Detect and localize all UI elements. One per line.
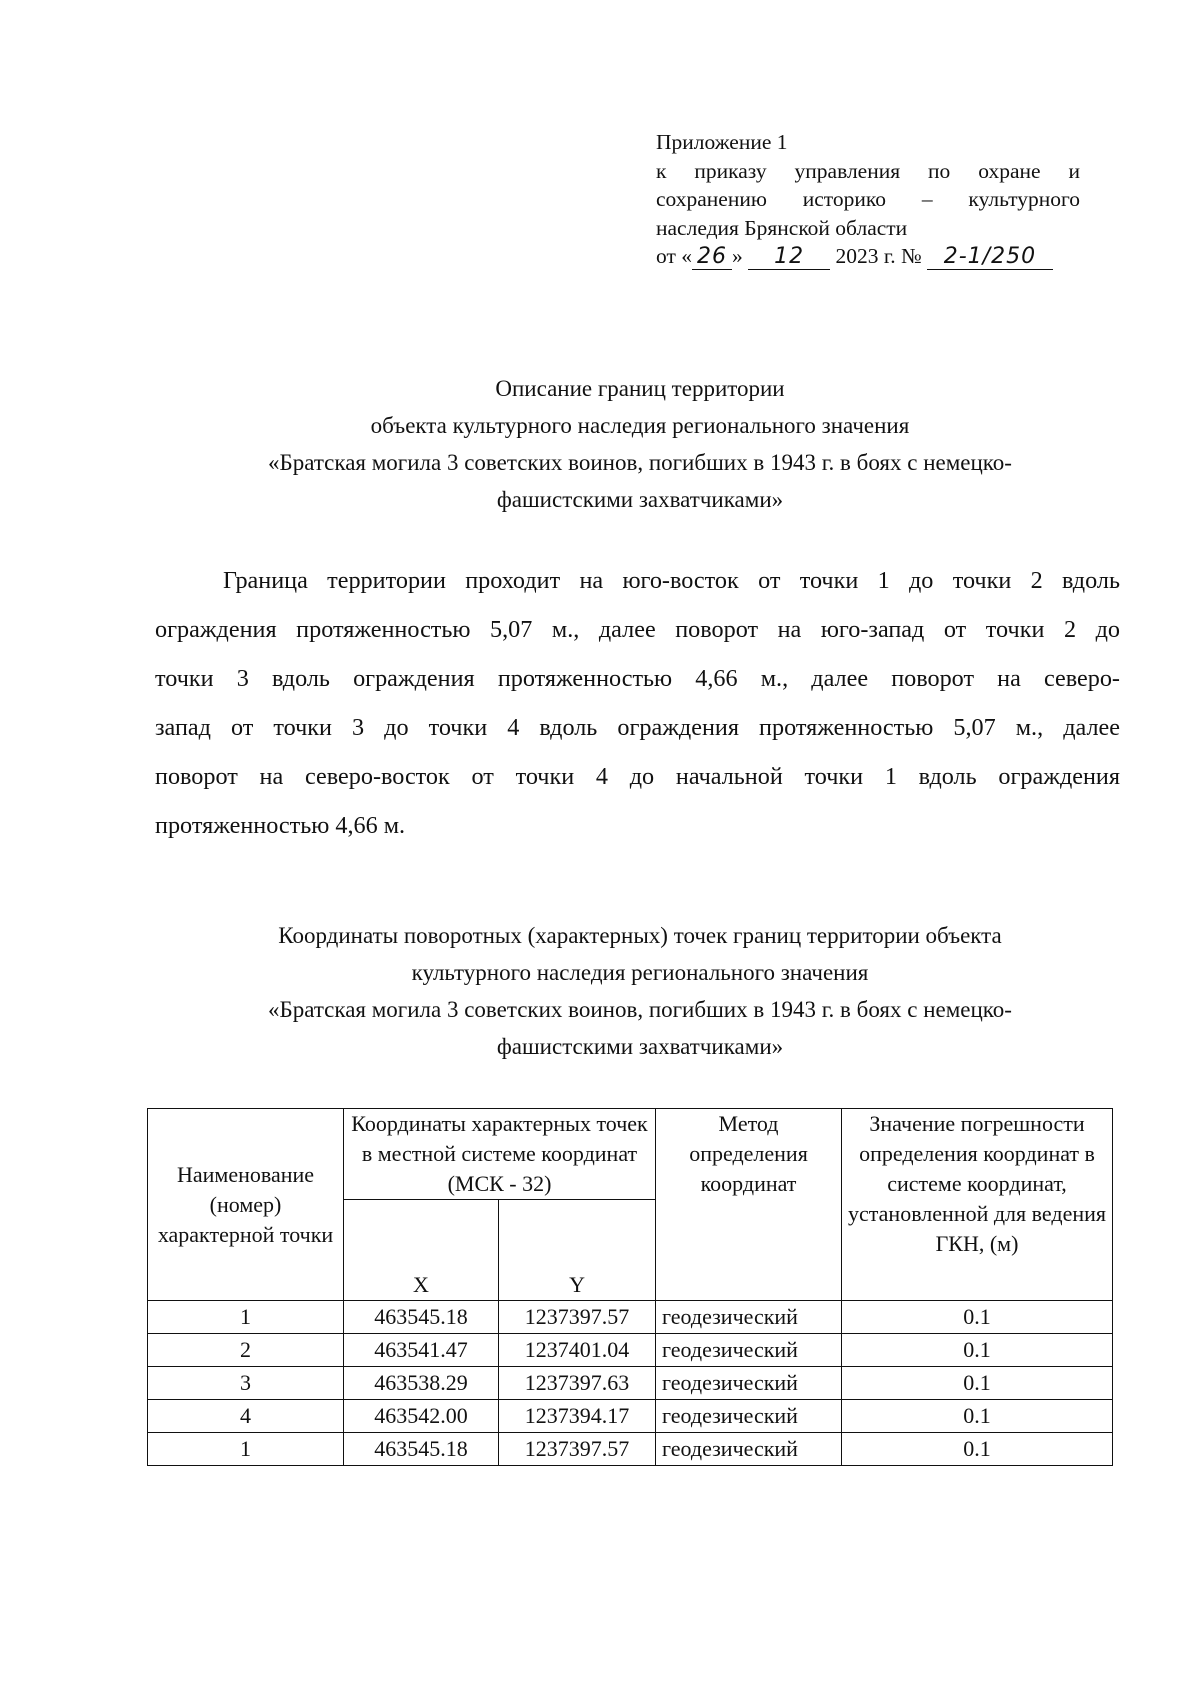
cell-point: 4	[148, 1400, 344, 1433]
cell-x: 463541.47	[344, 1334, 499, 1367]
cell-point: 3	[148, 1367, 344, 1400]
cell-y: 1237397.57	[499, 1433, 656, 1466]
cell-x: 463545.18	[344, 1433, 499, 1466]
cell-point: 2	[148, 1334, 344, 1367]
table-row	[148, 1433, 1113, 1466]
cell-method: геодезический	[656, 1367, 842, 1400]
cell-method: геодезический	[656, 1334, 842, 1367]
cell-error: 0.1	[842, 1301, 1113, 1334]
coordinates-title-line-1: Координаты поворотных (характерных) точек границ территории объекта	[278, 923, 1002, 948]
appendix-line-2: к приказу управления по охране и	[656, 158, 1080, 183]
cell-point: 1	[148, 1301, 344, 1334]
description-line-3: точки 3 вдоль ограждения протяженностью 4,66 м., далее поворот на северо-	[155, 665, 1120, 692]
description-line-4: запад от точки 3 до точки 4 вдоль ограждения протяженностью 5,07 м., далее	[155, 714, 1120, 741]
coordinates-title-line-3: «Братская могила 3 советских воинов, погибших в 1943 г. в боях с немецко-	[268, 997, 1012, 1022]
cell-error: 0.1	[842, 1334, 1113, 1367]
table-row	[148, 1301, 1113, 1334]
coordinates-title	[110, 917, 1170, 1065]
cell-error: 0.1	[842, 1367, 1113, 1400]
header-point-name: Наименование (номер) характерной точки	[148, 1109, 344, 1301]
handwritten-month: 12	[748, 245, 830, 270]
boundary-description	[155, 556, 1120, 850]
cell-y: 1237401.04	[499, 1334, 656, 1367]
appendix-line-3: сохранению историко – культурного	[656, 187, 1080, 211]
appendix-title: Приложение 1	[656, 130, 788, 154]
appendix-date-line	[656, 242, 1080, 271]
cell-method: геодезический	[656, 1400, 842, 1433]
appendix-line-4: наследия Брянской области	[656, 215, 908, 240]
coordinates-table	[147, 1108, 1113, 1466]
document-title	[110, 370, 1170, 518]
handwritten-day: 26	[692, 245, 732, 270]
cell-y: 1237397.63	[499, 1367, 656, 1400]
title-line-3: «Братская могила 3 советских воинов, погибших в 1943 г. в боях с немецко-	[268, 450, 1012, 475]
coordinates-title-line-2: культурного наследия регионального значения	[411, 960, 869, 985]
appendix-block	[656, 128, 1080, 271]
cell-y: 1237397.57	[499, 1301, 656, 1334]
cell-x: 463542.00	[344, 1400, 499, 1433]
cell-method: геодезический	[656, 1433, 842, 1466]
cell-x: 463538.29	[344, 1367, 499, 1400]
title-line-4: фашистскими захватчиками»	[496, 487, 784, 512]
cell-method: геодезический	[656, 1301, 842, 1334]
description-line-5: поворот на северо-восток от точки 4 до начальной точки 1 вдоль ограждения	[155, 763, 1120, 790]
header-x: X	[344, 1200, 499, 1301]
description-line-2: ограждения протяженностью 5,07 м., далее поворот на юго-запад от точки 2 до	[155, 616, 1120, 643]
cell-point: 1	[148, 1433, 344, 1466]
description-line-1: Граница территории проходит на юго-восток от точки 1 до точки 2 вдоль	[223, 567, 1120, 594]
header-y: Y	[499, 1200, 656, 1301]
date-year-text: 2023 г. №	[835, 244, 922, 268]
cell-error: 0.1	[842, 1433, 1113, 1466]
coordinates-title-line-4: фашистскими захватчиками»	[496, 1034, 784, 1059]
date-day-close: »	[732, 244, 743, 268]
cell-y: 1237394.17	[499, 1400, 656, 1433]
table-row	[148, 1367, 1113, 1400]
header-coordinates: Координаты характерных точек в местной системе координат (МСК - 32)	[344, 1109, 656, 1200]
header-method: Метод определения координат	[656, 1109, 842, 1301]
date-prefix: от «	[656, 244, 692, 268]
table-row	[148, 1334, 1113, 1367]
description-line-6: протяженностью 4,66 м.	[155, 812, 406, 839]
handwritten-order-number: 2-1/250	[927, 245, 1053, 270]
header-error: Значение погрешности определения координат в системе координат, установленной для ведения ГКН, (м)	[842, 1109, 1113, 1301]
table-row	[148, 1400, 1113, 1433]
cell-x: 463545.18	[344, 1301, 499, 1334]
title-line-1: Описание границ территории	[495, 376, 785, 401]
cell-error: 0.1	[842, 1400, 1113, 1433]
title-line-2: объекта культурного наследия регионального значения	[370, 413, 910, 438]
